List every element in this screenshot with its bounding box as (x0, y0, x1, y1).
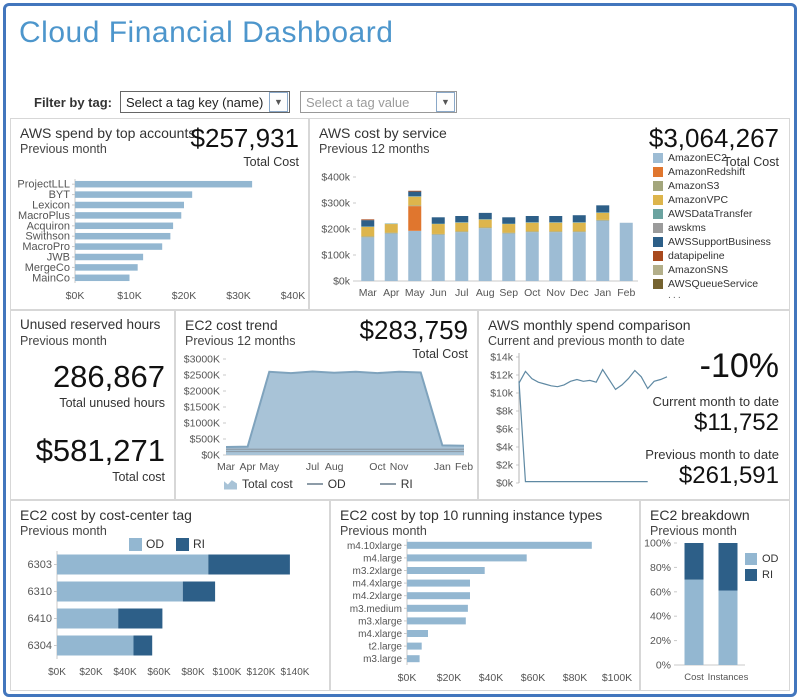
legend-label-ri: RI (400, 477, 413, 491)
svg-text:m3.medium: m3.medium (349, 603, 402, 615)
legend-color-chip-icon (653, 167, 663, 177)
svg-text:Instances: Instances (707, 672, 749, 683)
total-cost-label: Total Cost (723, 155, 779, 169)
svg-text:$200k: $200k (321, 223, 350, 236)
legend-item (653, 151, 788, 165)
panel-title: AWS monthly spend comparison (488, 317, 691, 333)
legend-item (653, 221, 788, 235)
panel-aws-monthly-spend-comparison (478, 310, 790, 500)
svg-text:80%: 80% (649, 561, 671, 574)
tag-key-selected-value: Select a tag key (name) (126, 94, 264, 110)
tag-key-dropdown[interactable] (120, 91, 290, 113)
svg-text:Jan: Jan (433, 461, 451, 473)
svg-text:$2000K: $2000K (183, 385, 220, 398)
svg-text:Oct: Oct (524, 287, 541, 299)
svg-text:MacroPlus: MacroPlus (18, 209, 70, 222)
legend-color-chip-icon (653, 237, 663, 247)
svg-text:Jun: Jun (429, 287, 447, 299)
svg-text:$30K: $30K (226, 290, 251, 302)
svg-text:$10K: $10K (117, 290, 142, 302)
panel-subtitle: Previous month (20, 142, 107, 156)
svg-text:6304: 6304 (27, 640, 52, 652)
svg-text:BYT: BYT (48, 189, 70, 202)
total-cost-label: Total cost (112, 470, 165, 484)
previous-month-value: $261,591 (678, 462, 779, 489)
legend-color-chip-icon (653, 153, 663, 163)
panel-unused-reserved-hours (10, 310, 175, 500)
legend-color-chip-icon (745, 553, 757, 565)
panel-ec2-cost-by-cost-center-tag (10, 500, 330, 691)
accounts-bar-chart (11, 173, 310, 309)
svg-text:$80K: $80K (181, 667, 205, 678)
legend-item-label: AmazonVPC (668, 194, 729, 206)
legend-item (653, 263, 788, 277)
panel-title: AWS cost by service (319, 125, 447, 141)
svg-text:$100K: $100K (601, 672, 633, 684)
svg-text:Apr: Apr (239, 461, 256, 473)
page-title: Cloud Financial Dashboard (19, 16, 394, 49)
svg-text:Swithson: Swithson (25, 230, 70, 243)
svg-text:$500K: $500K (189, 433, 220, 446)
total-cost-value: $283,759 (359, 315, 468, 345)
svg-text:$0k: $0k (496, 477, 513, 490)
current-month-value: $11,752 (694, 409, 779, 436)
panel-subtitle: Previous 12 months (185, 334, 296, 348)
svg-text:$1000K: $1000K (183, 417, 220, 430)
legend-color-chip-icon (745, 569, 757, 581)
svg-text:MainCo: MainCo (32, 272, 70, 285)
percent-change-value: -10% (699, 347, 779, 385)
svg-text:$60K: $60K (147, 667, 171, 678)
legend-item (745, 567, 779, 583)
legend-label-od: OD (327, 477, 346, 491)
total-cost-value: $257,931 (190, 123, 299, 153)
legend-item-label: AWSSupportBusiness (668, 236, 771, 248)
svg-text:Apr: Apr (383, 287, 400, 299)
svg-text:m4.10xlarge: m4.10xlarge (346, 540, 402, 552)
svg-text:t2.large: t2.large (368, 641, 402, 653)
filter-bar (34, 90, 467, 114)
panel-title: AWS spend by top accounts (20, 125, 196, 141)
panel-ec2-cost-by-instance-types (330, 500, 640, 691)
svg-text:$20K: $20K (436, 672, 462, 684)
legend-item (653, 249, 788, 263)
svg-text:$6k: $6k (496, 423, 513, 436)
total-cost-label: Total Cost (243, 155, 299, 169)
svg-text:$100k: $100k (321, 249, 350, 262)
svg-text:m3.large: m3.large (363, 654, 402, 666)
svg-text:$0K: $0K (65, 290, 85, 302)
tag-value-placeholder: Select a tag value (306, 94, 410, 110)
legend-item-label: OD (146, 537, 164, 551)
svg-text:Jul: Jul (305, 461, 320, 473)
svg-text:Aug: Aug (475, 287, 495, 299)
panel-title: EC2 breakdown (650, 507, 750, 523)
svg-text:Acquiron: Acquiron (26, 220, 70, 233)
svg-text:m4.2xlarge: m4.2xlarge (352, 591, 402, 603)
svg-text:$12k: $12k (490, 369, 513, 382)
svg-text:$0K: $0K (201, 449, 220, 462)
svg-text:$40K: $40K (280, 290, 306, 302)
svg-text:$4k: $4k (496, 441, 513, 454)
svg-text:6303: 6303 (27, 559, 52, 571)
svg-text:Nov: Nov (546, 287, 566, 299)
svg-text:ProjectLLL: ProjectLLL (17, 178, 70, 191)
panel-subtitle: Previous month (20, 334, 107, 348)
line-swatch-icon (307, 483, 323, 485)
legend-item-label: AmazonS3 (668, 180, 720, 192)
legend-color-chip-icon (653, 209, 663, 219)
svg-text:$20K: $20K (79, 667, 103, 678)
legend-item-label: AWSQueueService (668, 278, 759, 290)
svg-text:Jul: Jul (455, 287, 469, 299)
panel-title: EC2 cost by cost-center tag (20, 507, 192, 523)
area-swatch-icon (224, 479, 237, 490)
panel-aws-cost-by-service (309, 118, 790, 310)
instances-bar-chart (333, 535, 635, 691)
svg-text:$3000K: $3000K (183, 353, 220, 366)
panel-title: Unused reserved hours (20, 317, 161, 332)
legend-item-label: datapipeline (668, 250, 725, 262)
svg-text:60%: 60% (649, 586, 671, 599)
legend-item-label: AmazonSNS (668, 264, 729, 276)
svg-text:$8k: $8k (496, 405, 513, 418)
legend-color-chip-icon (653, 251, 663, 261)
svg-text:$400k: $400k (321, 171, 350, 184)
legend-item (653, 193, 788, 207)
svg-text:MacroPro: MacroPro (22, 241, 70, 254)
svg-text:Lexicon: Lexicon (32, 199, 70, 212)
legend-item-label: RI (193, 537, 205, 551)
svg-text:m3.2xlarge: m3.2xlarge (352, 566, 402, 577)
previous-month-label: Previous month to date (645, 447, 779, 462)
svg-text:$2500K: $2500K (183, 369, 220, 382)
svg-text:m4.4xlarge: m4.4xlarge (352, 578, 402, 590)
svg-text:$40K: $40K (478, 672, 504, 684)
legend-item-label: AWSDataTransfer (668, 208, 753, 220)
svg-text:$1500K: $1500K (183, 401, 220, 414)
svg-text:20%: 20% (649, 635, 671, 648)
svg-text:$60K: $60K (520, 672, 546, 684)
legend-item (653, 207, 788, 221)
svg-text:Oct: Oct (369, 461, 386, 473)
costcenter-stacked-bar-chart (13, 537, 323, 689)
legend-item-label: AmazonRedshift (668, 166, 746, 178)
svg-text:0%: 0% (655, 659, 671, 672)
panel-ec2-cost-trend (175, 310, 478, 500)
svg-text:Mar: Mar (216, 461, 236, 473)
legend-color-chip-icon (653, 195, 663, 205)
panel-title: EC2 cost trend (185, 317, 278, 333)
svg-text:$80K: $80K (562, 672, 588, 684)
chevron-down-icon[interactable]: ▼ (269, 92, 288, 112)
legend-color-chip-icon (653, 223, 663, 233)
dashboard-grid (10, 118, 790, 691)
svg-text:$14k: $14k (490, 351, 513, 364)
legend-color-chip-icon (653, 265, 663, 275)
chevron-down-icon[interactable]: ▼ (436, 92, 455, 112)
legend-item (653, 179, 788, 193)
total-cost-value: $581,271 (35, 433, 165, 468)
legend-item-label: awskms (668, 222, 706, 234)
legend-item (745, 551, 779, 567)
breakdown-legend (745, 551, 779, 583)
svg-text:40%: 40% (649, 610, 671, 623)
legend-item-label: AmazonEC2 (668, 152, 727, 164)
svg-text:$300k: $300k (321, 197, 350, 210)
svg-text:Aug: Aug (324, 461, 344, 473)
panel-subtitle: Current and previous month to date (488, 334, 685, 348)
current-month-label: Current month to date (652, 394, 779, 409)
legend-color-chip-icon (653, 279, 663, 289)
svg-text:m4.xlarge: m4.xlarge (358, 629, 402, 640)
total-cost-label: Total Cost (412, 347, 468, 361)
svg-text:Dec: Dec (569, 287, 589, 299)
panel-subtitle: Previous month (340, 524, 427, 538)
trend-area-chart (176, 353, 479, 475)
svg-text:$140K: $140K (280, 667, 310, 678)
legend-item-label: RI (762, 569, 773, 581)
legend-item (653, 235, 788, 249)
filter-label: Filter by tag: (34, 94, 113, 110)
svg-text:$100K: $100K (212, 667, 242, 678)
legend-item-label: OD (762, 553, 779, 565)
svg-text:$20K: $20K (171, 290, 197, 302)
legend-label-total-cost: Total cost (242, 477, 293, 491)
legend-more-indicator: ... (668, 289, 683, 301)
panel-aws-spend-by-top-accounts (10, 118, 309, 310)
panel-subtitle: Previous month (650, 524, 737, 538)
total-unused-hours-label: Total unused hours (59, 396, 165, 410)
svg-text:Feb: Feb (454, 461, 474, 473)
legend-item (653, 165, 788, 179)
svg-text:Cost: Cost (684, 672, 704, 683)
svg-text:Nov: Nov (389, 461, 409, 473)
svg-text:Jan: Jan (594, 287, 612, 299)
svg-text:$0K: $0K (397, 672, 417, 684)
svg-text:Sep: Sep (499, 287, 519, 299)
dashboard-frame (3, 3, 797, 697)
tag-value-dropdown[interactable] (300, 91, 457, 113)
svg-text:m3.xlarge: m3.xlarge (358, 616, 402, 628)
trend-legend (224, 477, 413, 491)
panel-title: EC2 cost by top 10 running instance types (340, 507, 603, 523)
svg-text:May: May (259, 461, 280, 473)
line-swatch-icon (380, 483, 396, 485)
svg-text:$0k: $0k (333, 275, 350, 288)
svg-text:Feb: Feb (617, 287, 636, 299)
svg-text:$0K: $0K (48, 667, 66, 678)
panel-ec2-breakdown (640, 500, 790, 691)
svg-text:$40K: $40K (113, 667, 137, 678)
svg-text:m4.large: m4.large (363, 553, 402, 565)
service-stacked-column-chart (310, 167, 650, 307)
legend-color-chip-icon (653, 181, 663, 191)
svg-text:$2k: $2k (496, 459, 513, 472)
svg-text:MergeCo: MergeCo (24, 261, 70, 274)
panel-subtitle: Previous 12 months (319, 142, 430, 156)
svg-text:JWB: JWB (46, 251, 70, 264)
svg-text:Mar: Mar (358, 287, 377, 299)
svg-text:100%: 100% (644, 537, 671, 550)
svg-text:$10k: $10k (490, 387, 513, 400)
service-legend (653, 151, 788, 299)
panel-subtitle: Previous month (20, 524, 107, 538)
svg-text:6410: 6410 (27, 613, 52, 625)
svg-text:6310: 6310 (27, 586, 52, 598)
svg-text:$120K: $120K (246, 667, 276, 678)
total-unused-hours-value: 286,867 (52, 359, 165, 394)
total-cost-value: $3,064,267 (648, 123, 779, 153)
svg-text:May: May (404, 287, 425, 299)
